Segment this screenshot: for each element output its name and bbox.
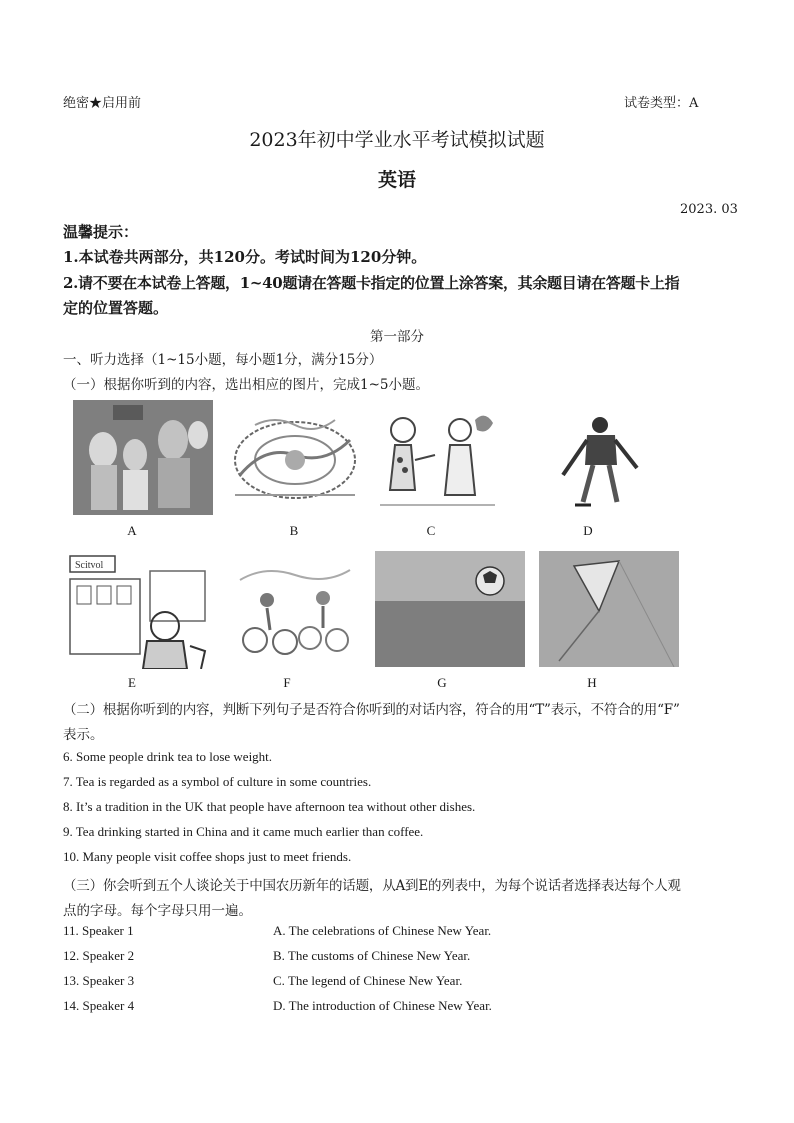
tips-line-2-cont: 定的位置答题。 [63,299,169,317]
kite-image [539,551,679,667]
option-c: C. The legend of Chinese New Year. [273,973,463,988]
exam-date: 2023. 03 [680,202,738,217]
picture-e [65,551,213,669]
speaker-3: 13. Speaker 3 [63,973,135,988]
tips-heading: 温馨提示： [63,223,139,241]
school-sign-text: Scitvol [75,560,104,571]
speaker-1: 11. Speaker 1 [63,923,134,938]
statement-10: 10. Many people visit coffee shops just to meet friends. [63,849,352,864]
exam-title: 2023年初中学业水平考试模拟试题 [249,129,545,151]
subsection-1-instruction: （一）根据你听到的内容，选出相应的图片，完成1~5小题。 [63,377,429,393]
picture-h-label: H [587,675,597,690]
tips-line-1: 1.本试卷共两部分，共120分。考试时间为120分钟。 [63,248,427,266]
subsection-2-instruction: （二）根据你听到的内容，判断下列句子是否符合你听到的对话内容，符合的用“T”表示，不符合的用“F” [63,702,680,718]
section-1-heading: 一、听力选择（1~15小题，每小题1分，满分15分） [63,352,383,368]
picture-f-label: F [283,675,291,690]
picture-g [375,551,525,667]
dragon-boat-image [225,405,365,515]
part-heading: 第一部分 [370,329,424,345]
paper-type-label: 试卷类型：A [624,96,699,111]
speaker-4: 14. Speaker 4 [63,998,135,1013]
cyclists-image [225,560,360,665]
picture-d-label: D [583,523,593,538]
picture-e-label: E [128,675,136,690]
confidential-label: 绝密★启用前 [63,96,142,111]
subsection-3-instruction-cont: 点的字母。每个字母只用一遍。 [63,903,252,919]
statement-9: 9. Tea drinking started in China and it came much earlier than coffee. [63,824,424,839]
football-image [375,551,525,667]
picture-h [539,551,679,667]
subject-title: 英语 [377,169,416,191]
picture-d [545,410,645,510]
subsection-3-instruction: （三）你会听到五个人谈论关于中国农历新年的话题，从A到E的列表中，为每个说话者选择表达每个人观 [63,878,681,894]
picture-g-label: G [437,675,447,690]
people-cartoon-image [375,405,500,517]
people-group-image [73,400,213,515]
statement-8: 8. It’s a tradition in the UK that people have afternoon tea without other dishes. [63,799,476,814]
picture-c-label: C [426,523,436,538]
statement-7: 7. Tea is regarded as a symbol of culture in some countries. [63,774,372,789]
option-b: B. The customs of Chinese New Year. [273,948,471,963]
picture-a-label: A [127,523,137,538]
picture-b-label: B [289,523,299,538]
picture-f [225,560,360,665]
picture-b [225,405,365,515]
option-a: A. The celebrations of Chinese New Year. [273,923,492,938]
skater-image [545,410,645,510]
speaker-2: 12. Speaker 2 [63,948,135,963]
option-d: D. The introduction of Chinese New Year. [273,998,492,1013]
school-boy-image [65,551,213,669]
tips-line-2: 2.请不要在本试卷上答题，1~40题请在答题卡指定的位置上涂答案，其余题目请在答题卡上指 [63,274,680,292]
picture-a [73,400,213,515]
statement-6: 6. Some people drink tea to lose weight. [63,749,273,764]
subsection-2-instruction-cont: 表示。 [63,727,104,743]
picture-c [375,405,500,517]
